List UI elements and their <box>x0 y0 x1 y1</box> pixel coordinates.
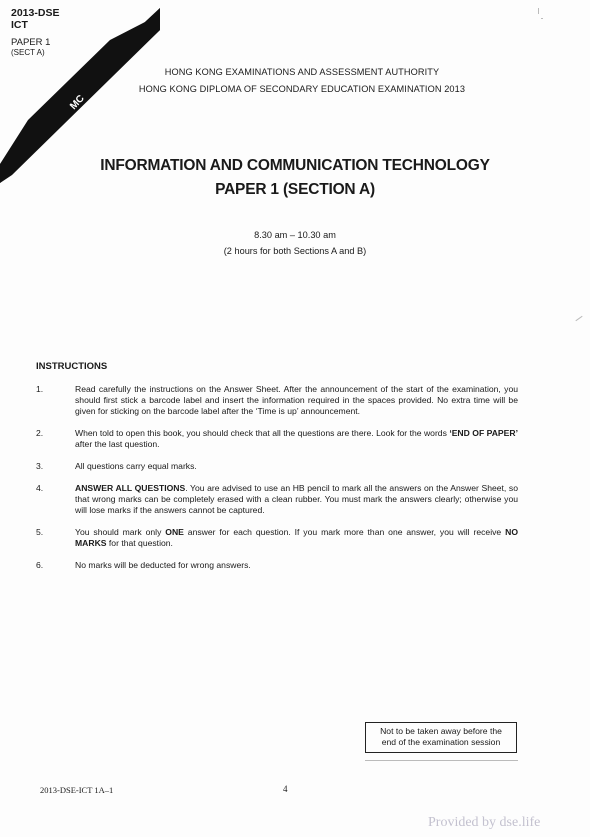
instruction-emphasis: ANSWER ALL QUESTIONS <box>75 483 186 494</box>
instruction-fragment: answer for each question. If you mark more than one answer, you will receive <box>183 527 506 538</box>
instruction-item <box>36 527 518 549</box>
instruction-item <box>36 428 518 450</box>
instruction-number: 6. <box>36 560 44 571</box>
instruction-item <box>36 483 518 515</box>
instruction-fragment: When told to open this book, you should check that all the questions are there. Look for the words <box>75 427 450 438</box>
instruction-fragment: All questions carry equal marks. <box>75 460 197 471</box>
instruction-fragment: after the last question. <box>75 438 160 449</box>
notice-line-2: end of the examination session <box>381 737 501 747</box>
page-number: 4 <box>283 784 288 794</box>
instruction-number: 4. <box>36 483 44 494</box>
notice-underline <box>365 760 518 761</box>
stripe-label: MC <box>68 93 87 113</box>
exam-time: 8.30 am – 10.30 am <box>254 230 336 240</box>
instruction-item <box>36 560 518 571</box>
instruction-text <box>75 560 518 571</box>
scan-speck <box>575 316 582 321</box>
instruction-text <box>75 428 518 450</box>
scan-speck <box>541 18 543 19</box>
instruction-item <box>36 461 518 472</box>
instruction-fragment: Read carefully the instructions on the Answer Sheet. After the announcement of the start of the examination, you should first stick a barcode label and insert the information required in the spaces provided. No extra time will be given for sticking on the barcode label after the ‘Time is up’ announcement. <box>75 384 518 416</box>
paper-title: PAPER 1 (SECTION A) <box>215 181 375 198</box>
instruction-number: 2. <box>36 427 44 438</box>
exam-duration-note: (2 hours for both Sections A and B) <box>223 246 367 256</box>
instruction-fragment: You should mark only <box>75 527 166 538</box>
authority-name: HONG KONG EXAMINATIONS AND ASSESSMENT AUTHORITY <box>164 67 440 77</box>
paper-label: PAPER 1 <box>11 37 51 48</box>
instruction-emphasis: ONE <box>165 527 184 538</box>
exam-code: 2013-DSE <box>11 7 60 19</box>
examination-name: HONG KONG DIPLOMA OF SECONDARY EDUCATION EXAMINATION 2013 <box>138 84 466 94</box>
instruction-fragment: No marks will be deducted for wrong answers. <box>75 560 251 571</box>
subject-title: INFORMATION AND COMMUNICATION TECHNOLOGY <box>100 157 490 174</box>
footer-paper-code: 2013-DSE-ICT 1A–1 <box>40 785 114 795</box>
section-label: (SECT A) <box>11 48 45 57</box>
instruction-text <box>75 461 518 472</box>
instruction-text <box>75 384 518 416</box>
provided-by-watermark: Provided by dse.life <box>428 815 541 830</box>
instruction-emphasis: NO MARKS <box>75 527 518 548</box>
instruction-text <box>75 483 518 515</box>
notice-line-1: Not to be taken away before the <box>380 726 502 736</box>
instructions-heading: INSTRUCTIONS <box>36 361 108 372</box>
instruction-number: 3. <box>36 460 44 471</box>
instruction-text <box>75 527 518 549</box>
instruction-fragment: . You are advised to use an HB pencil to mark all the answers on the Answer Sheet, so that wrong marks can be completely erased with a clean rubber. You must mark the answers clearly; otherwise you will lose marks if the answers cannot be captured. <box>75 483 518 515</box>
scan-speck <box>538 8 539 14</box>
notice-box <box>365 722 517 753</box>
subject-code: ICT <box>11 19 28 31</box>
instruction-fragment: for that question. <box>106 537 173 548</box>
instruction-emphasis: ‘END OF PAPER’ <box>449 427 518 438</box>
instruction-item <box>36 384 518 416</box>
instruction-number: 5. <box>36 527 44 538</box>
instruction-number: 1. <box>36 384 44 394</box>
instructions-list <box>36 384 518 583</box>
